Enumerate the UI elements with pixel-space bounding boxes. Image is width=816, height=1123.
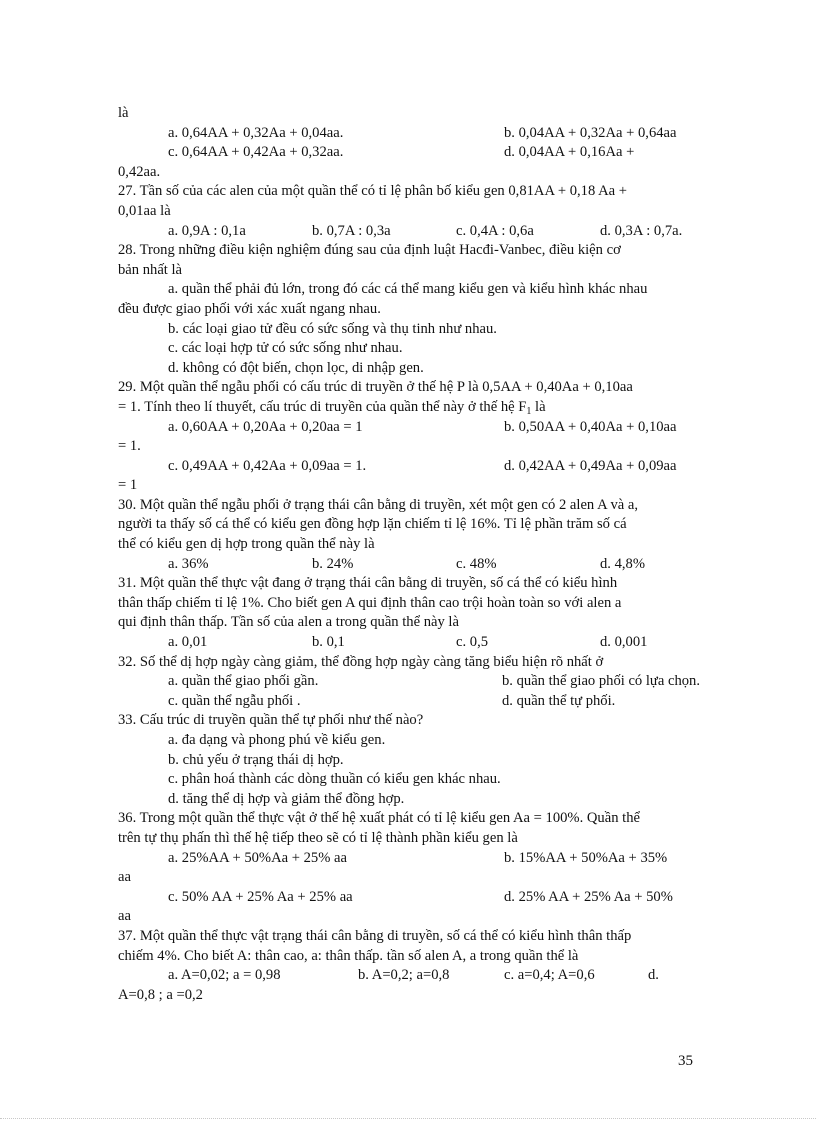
option-c: c. 0,4A : 0,6a xyxy=(456,222,534,239)
text-line: thân thấp chiếm tỉ lệ 1%. Cho biết gen A qui định thân cao trội hoàn toàn so với alen a xyxy=(118,594,622,611)
option-d: d. 4,8% xyxy=(600,555,645,572)
option-a: a. 0,01 xyxy=(168,634,208,651)
text-line: là xyxy=(118,105,129,121)
text-segment: = 1. Tính theo lí thuyết, cấu trúc di truyền của quần thể này ở thế hệ F xyxy=(118,398,527,415)
option-d: d. 0,42AA + 0,49Aa + 0,09aa xyxy=(504,457,677,474)
option-c: c. phân hoá thành các dòng thuần có kiểu gen khác nhau. xyxy=(168,771,501,788)
option-c: c. quần thể ngẫu phối . xyxy=(168,692,301,709)
option-d: d. 0,04AA + 0,16Aa + xyxy=(504,144,635,161)
option-c: c. 48% xyxy=(456,555,497,572)
answer-row xyxy=(118,222,698,242)
answer-row xyxy=(118,555,698,575)
option-b: b. A=0,2; a=0,8 xyxy=(358,967,450,984)
question-37: 37. Một quần thể thực vật trạng thái cân bằng di truyền, số cá thể có kiểu hình thân thấp xyxy=(118,927,632,944)
option-c: c. 0,49AA + 0,42Aa + 0,09aa = 1. xyxy=(168,457,367,474)
option-c: c. các loại hợp tử có sức sống như nhau. xyxy=(168,340,403,357)
option-b: b. 0,04AA + 0,32Aa + 0,64aa xyxy=(504,124,677,141)
option-b: b. 15%AA + 50%Aa + 35% xyxy=(504,849,668,866)
option-b: b. 0,1 xyxy=(312,634,345,651)
option-b: b. quần thể giao phối có lựa chọn. xyxy=(502,673,700,690)
text-line: trên tự thụ phấn thì thế hệ tiếp theo sẽ có tỉ lệ thành phần kiểu gen là xyxy=(118,829,518,846)
option-a: a. 36% xyxy=(168,555,209,572)
text-line: = 1. xyxy=(118,438,141,455)
text-segment: là xyxy=(531,398,546,415)
option-d: d. không có đột biến, chọn lọc, di nhập gen. xyxy=(168,359,424,376)
text-line: aa xyxy=(118,908,131,925)
question-30: 30. Một quần thể ngẫu phối ở trạng thái cân bằng di truyền, xét một gen có 2 alen A và a, xyxy=(118,496,638,513)
question-32: 32. Số thể dị hợp ngày càng giảm, thể đồng hợp ngày càng tăng biểu hiện rõ nhất ở xyxy=(118,653,604,670)
question-31: 31. Một quần thể thực vật đang ở trạng thái cân bằng di truyền, số cá thể có kiểu hình xyxy=(118,575,618,592)
text-line: người ta thấy số cá thể có kiểu gen đồng hợp lặn chiếm tỉ lệ 16%. Tỉ lệ phần trăm số cá xyxy=(118,516,627,533)
option-a: a. 25%AA + 50%Aa + 25% aa xyxy=(168,849,347,866)
answer-row xyxy=(118,672,698,692)
answer-row xyxy=(118,457,698,477)
text-line xyxy=(118,398,698,418)
page-number: 35 xyxy=(678,1053,693,1069)
text-line: bản nhất là xyxy=(118,261,183,278)
text-line: thể có kiểu gen dị hợp trong quần thể này là xyxy=(118,536,375,553)
answer-row xyxy=(118,633,698,653)
text-line: chiếm 4%. Cho biết A: thân cao, a: thân thấp. tần số alen A, a trong quần thể là xyxy=(118,947,579,964)
answer-row xyxy=(118,418,698,438)
answer-row xyxy=(118,849,698,869)
option-d: d. xyxy=(648,967,659,984)
option-b: b. chủ yếu ở trạng thái dị hợp. xyxy=(168,751,344,768)
answer-row xyxy=(118,143,698,163)
option-a: a. đa dạng và phong phú về kiểu gen. xyxy=(168,732,386,748)
answer-row xyxy=(118,888,698,908)
option-b: b. 24% xyxy=(312,555,354,572)
document-page xyxy=(118,104,698,1005)
text-line: aa xyxy=(118,869,131,886)
text-line: qui định thân thấp. Tần số của alen a trong quần thể này là xyxy=(118,614,459,631)
option-d: d. 0,3A : 0,7a. xyxy=(600,222,683,239)
option-a: a. A=0,02; a = 0,98 xyxy=(168,967,281,984)
option-c: c. 0,5 xyxy=(456,634,489,651)
option-b: b. 0,7A : 0,3a xyxy=(312,222,391,239)
subscript: 1 xyxy=(526,405,532,417)
option-a: a. 0,9A : 0,1a xyxy=(168,222,246,239)
question-27: 27. Tần số của các alen của một quần thể có tỉ lệ phân bố kiểu gen 0,81AA + 0,18 Aa + xyxy=(118,183,627,200)
option-d: d. tăng thể dị hợp và giảm thể đồng hợp. xyxy=(168,790,405,807)
text-line: đều được giao phối với xác xuất ngang nhau. xyxy=(118,300,381,317)
option-c: c. a=0,4; A=0,6 xyxy=(504,967,595,984)
option-a: a. quần thể giao phối gần. xyxy=(168,673,319,690)
option-d: d. 0,001 xyxy=(600,634,648,651)
text-line: A=0,8 ; a =0,2 xyxy=(118,986,203,1003)
question-28: 28. Trong những điều kiện nghiệm đúng sau của định luật Hacđi-Vanbec, điều kiện cơ xyxy=(118,242,621,259)
page-bottom-divider xyxy=(0,1118,816,1119)
option-b: b. 0,50AA + 0,40Aa + 0,10aa xyxy=(504,418,677,435)
text-line: = 1 xyxy=(118,477,138,494)
answer-row xyxy=(118,124,698,144)
option-b: b. các loại giao tử đều có sức sống và thụ tinh như nhau. xyxy=(168,320,497,337)
option-a: a. 0,60AA + 0,20Aa + 0,20aa = 1 xyxy=(168,418,363,435)
question-33: 33. Cấu trúc di truyền quần thể tự phối như thế nào? xyxy=(118,712,424,729)
question-29: 29. Một quần thể ngẫu phối có cấu trúc di truyền ở thế hệ P là 0,5AA + 0,40Aa + 0,10aa xyxy=(118,379,633,396)
answer-row xyxy=(118,692,698,712)
text-line: 0,42aa. xyxy=(118,163,161,180)
option-d: d. 25% AA + 25% Aa + 50% xyxy=(504,888,673,905)
option-c: c. 50% AA + 25% Aa + 25% aa xyxy=(168,888,353,905)
option-a: a. 0,64AA + 0,32Aa + 0,04aa. xyxy=(168,124,344,141)
option-c: c. 0,64AA + 0,42Aa + 0,32aa. xyxy=(168,144,344,161)
answer-row xyxy=(118,966,698,986)
text-line: 0,01aa là xyxy=(118,202,171,219)
option-a: a. quần thể phải đủ lớn, trong đó các cá thể mang kiểu gen và kiểu hình khác nhau xyxy=(168,281,648,298)
question-36: 36. Trong một quần thể thực vật ở thế hệ xuất phát có tỉ lệ kiểu gen Aa = 100%. Quần thể xyxy=(118,810,640,827)
option-d: d. quần thể tự phối. xyxy=(502,692,616,709)
